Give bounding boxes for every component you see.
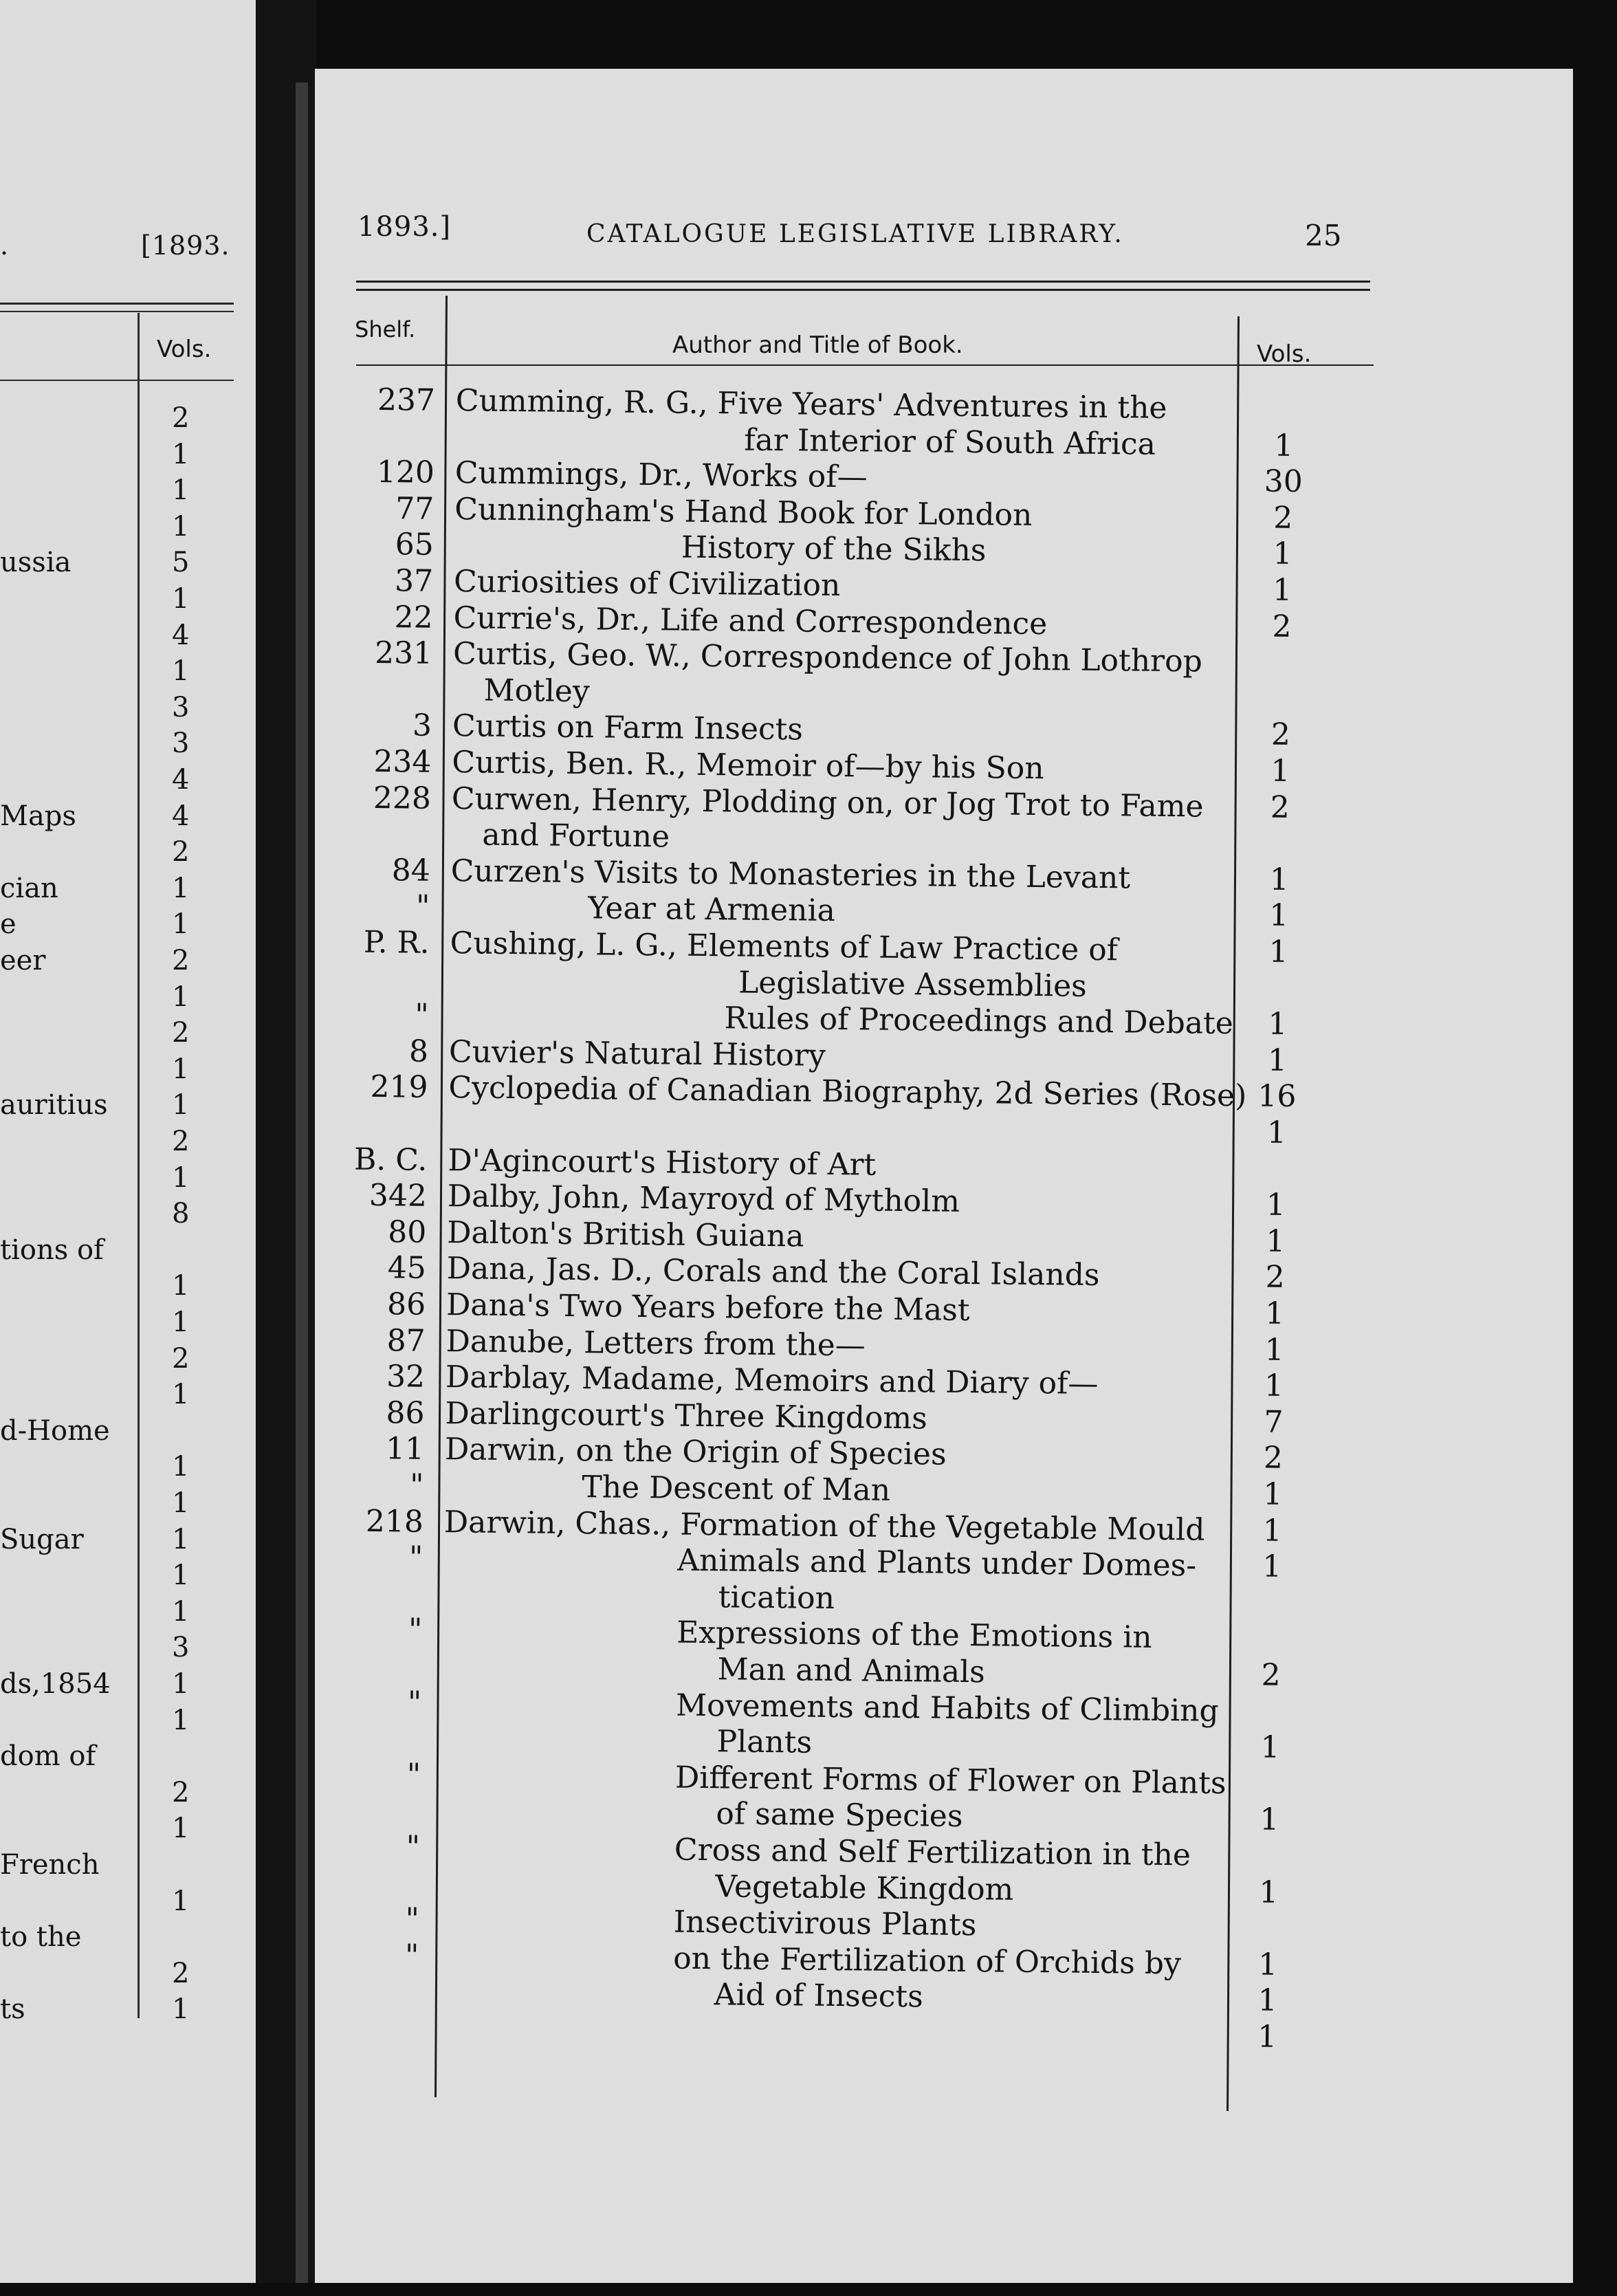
book-title: Cunningham's Hand Book for London <box>454 491 1033 533</box>
left-title-fragment: eer <box>0 945 46 976</box>
left-table-row <box>0 655 234 690</box>
volume-count: 1 <box>1274 428 1294 463</box>
book-title: Man and Animals <box>717 1652 986 1690</box>
left-volume-count: 2 <box>172 1342 190 1375</box>
book-title: Cross and Self Fertilization in the <box>674 1832 1191 1873</box>
book-title: Insectivirous Plants <box>673 1904 977 1943</box>
left-table-row <box>0 620 234 654</box>
volume-count: 2 <box>1272 609 1292 644</box>
left-page <box>0 0 256 2283</box>
volume-count: 1 <box>1273 536 1292 572</box>
shelf-number: 120 <box>376 455 435 491</box>
book-title: Legislative Assemblies <box>738 965 1088 1004</box>
left-rule <box>0 380 234 381</box>
volume-count: 1 <box>1264 1295 1285 1331</box>
book-title: Cyclopedia of Canadian Biography, 2d Series (Rose) <box>448 1070 1247 1114</box>
left-table-row <box>0 1017 234 1051</box>
volume-count: 1 <box>1257 1947 1278 1982</box>
volume-count: 1 <box>1257 2019 1277 2055</box>
book-title: Animals and Plants under Domes- <box>677 1542 1197 1584</box>
left-table-row <box>0 1126 234 1160</box>
book-title: Aid of Insects <box>714 1977 923 2015</box>
volume-count: 1 <box>1264 1332 1284 1368</box>
left-table-row <box>0 1813 234 1847</box>
book-title: Year at Armenia <box>587 890 836 929</box>
left-table-row <box>0 1379 234 1413</box>
book-title: D'Agincourt's History of Art <box>448 1142 877 1183</box>
left-table-row <box>0 1343 234 1377</box>
volume-count: 2 <box>1270 789 1290 825</box>
left-table-row <box>0 1849 234 1883</box>
book-title: Cummings, Dr., Works of— <box>454 455 868 495</box>
left-volume-count: 2 <box>172 1776 190 1808</box>
shelf-number: 3 <box>412 708 432 744</box>
left-volume-count: 1 <box>172 1053 190 1085</box>
left-table-row <box>0 511 234 545</box>
left-table-row <box>0 1632 234 1666</box>
volume-count: 1 <box>1267 1042 1288 1078</box>
book-title: Curtis on Farm Insects <box>452 708 804 747</box>
author-column-header: Author and Title of Book. <box>672 331 963 359</box>
left-volume-count: 2 <box>172 1017 190 1049</box>
volume-count: 2 <box>1263 1440 1284 1476</box>
left-volume-count: 1 <box>172 1595 190 1628</box>
shelf-number: 86 <box>386 1287 426 1322</box>
left-table-row <box>0 1885 234 1920</box>
volume-count: 1 <box>1270 753 1290 789</box>
catalogue-entries <box>292 69 1573 2296</box>
book-title: Cumming, R. G., Five Years' Adventures in the <box>455 383 1167 426</box>
left-volume-count: 1 <box>172 1813 190 1845</box>
left-volume-count: 3 <box>172 1632 190 1664</box>
left-table-row <box>0 692 234 726</box>
left-table-row <box>0 1668 234 1703</box>
volume-count: 2 <box>1273 500 1293 536</box>
shelf-column-header: Shelf. <box>355 316 416 342</box>
left-table-row <box>0 1053 234 1088</box>
left-title-fragment: d-Home <box>0 1414 110 1447</box>
left-title-fragment: ds,1854 <box>0 1668 111 1700</box>
volume-count <box>1260 391 1308 392</box>
book-title: Cushing, L. G., Elements of Law Practice of <box>450 926 1119 968</box>
left-title-fragment: Sugar <box>0 1523 84 1555</box>
left-table-row <box>0 1234 234 1269</box>
shelf-number: 237 <box>377 382 436 418</box>
left-table-row <box>0 474 234 509</box>
volume-count: 1 <box>1262 1549 1282 1585</box>
left-volume-count: 1 <box>172 1089 190 1122</box>
volume-count <box>1248 1585 1296 1586</box>
book-title: Curtis, Geo. W., Correspondence of John Lothrop <box>452 636 1203 679</box>
left-volume-count: 1 <box>172 1487 190 1519</box>
shelf-number: " <box>404 1938 419 1974</box>
book-title: Darwin, on the Origin of Species <box>444 1432 947 1473</box>
volume-count: 1 <box>1265 1223 1286 1259</box>
left-volume-count: 4 <box>172 619 190 651</box>
shelf-number: P. R. <box>363 924 430 961</box>
left-table-row <box>0 1740 234 1775</box>
left-table-row <box>0 1777 234 1811</box>
book-title: Plants <box>716 1724 813 1760</box>
left-volume-count: 2 <box>172 945 190 976</box>
left-volume-count: 1 <box>172 1668 190 1700</box>
left-table-row <box>0 1198 234 1232</box>
vols-column-header: Vols. <box>1257 340 1312 368</box>
left-header-fragment: . <box>0 230 9 261</box>
shelf-number: 77 <box>395 491 434 527</box>
shelf-number: 218 <box>365 1503 424 1540</box>
shelf-number: " <box>406 1757 421 1793</box>
volume-count: 1 <box>1260 1802 1279 1838</box>
left-volume-count: 1 <box>172 1993 190 2026</box>
left-vols-header: Vols. <box>157 336 212 363</box>
shelf-number: " <box>406 1829 421 1865</box>
shelf-number: 8 <box>408 1034 429 1069</box>
left-title-fragment: ts <box>0 1993 25 2026</box>
left-volume-count: 1 <box>172 981 190 1013</box>
left-title-fragment: Maps <box>0 800 76 832</box>
book-title: Curwen, Henry, Plodding on, or Jog Trot to Fame <box>451 780 1204 824</box>
book-title: Currie's, Dr., Life and Correspondence <box>453 600 1048 642</box>
book-title: The Descent of Man <box>582 1469 891 1508</box>
left-table-row <box>0 583 234 617</box>
left-volume-count: 1 <box>172 438 190 470</box>
left-table-row <box>0 873 234 907</box>
left-volume-count: 1 <box>172 1885 190 1917</box>
book-title: Movements and Habits of Climbing <box>675 1687 1219 1729</box>
left-table-row <box>0 1921 234 1956</box>
left-rule <box>0 303 234 305</box>
volume-count: 2 <box>1270 717 1291 753</box>
book-title: Different Forms of Flower on Plants <box>674 1760 1226 1801</box>
book-title: Danube, Letters from the— <box>446 1323 866 1364</box>
left-title-fragment: e <box>0 908 16 941</box>
left-table-row <box>0 981 234 1016</box>
shelf-number: 234 <box>373 743 432 780</box>
volume-count: 1 <box>1259 1874 1279 1910</box>
volume-count: 30 <box>1264 463 1304 500</box>
volume-count <box>1253 1151 1301 1152</box>
book-title: Curtis, Ben. R., Memoir of—by his Son <box>452 745 1044 787</box>
shelf-number: 45 <box>387 1250 427 1287</box>
shelf-number: 32 <box>386 1359 426 1395</box>
volume-count: 1 <box>1268 1006 1288 1042</box>
left-title-fragment: to the <box>0 1921 82 1954</box>
book-title: Dalton's British Guiana <box>447 1214 804 1254</box>
left-table-row <box>0 547 234 581</box>
book-title: Cuvier's Natural History <box>448 1034 826 1073</box>
volume-count: 1 <box>1264 1368 1284 1404</box>
volume-count: 1 <box>1262 1513 1283 1549</box>
shelf-number: 84 <box>391 853 431 888</box>
left-table-row <box>0 1705 234 1739</box>
volume-count: 1 <box>1257 1982 1277 2019</box>
volume-count: 16 <box>1257 1078 1297 1115</box>
volume-count <box>1257 645 1306 646</box>
volume-count <box>1245 1838 1293 1839</box>
left-volume-count: 1 <box>172 1306 190 1338</box>
book-title: and Fortune <box>482 817 670 855</box>
left-volume-count: 5 <box>172 547 190 579</box>
left-table-row <box>0 1958 234 1992</box>
page-title: CATALOGUE LEGISLATIVE LIBRARY. <box>586 220 1124 248</box>
left-table-row <box>0 764 234 798</box>
left-volume-count: 1 <box>172 1161 190 1194</box>
left-title-fragment: tions of <box>0 1234 104 1266</box>
volume-count <box>1244 1910 1292 1911</box>
book-title: Rules of Proceedings and Debate <box>724 1001 1234 1042</box>
left-table-row <box>0 836 234 871</box>
header-year: 1893.] <box>358 211 452 243</box>
shelf-number: " <box>405 1901 420 1937</box>
shelf-number: " <box>415 997 429 1033</box>
volume-count <box>1247 1621 1295 1622</box>
left-table-row <box>0 908 234 943</box>
book-title: Dalby, John, Mayroyd of Mytholm <box>447 1179 960 1220</box>
volume-count: 1 <box>1268 897 1289 934</box>
left-table-row <box>0 945 234 979</box>
left-volume-count: 3 <box>172 728 190 760</box>
volume-count: 1 <box>1266 1187 1286 1223</box>
left-volume-count: 8 <box>172 1198 190 1230</box>
shelf-number: 228 <box>373 780 432 816</box>
left-table-row <box>0 728 234 762</box>
left-volume-count: 1 <box>172 1704 190 1736</box>
left-volume-count: 1 <box>172 908 190 941</box>
left-title-fragment: ussia <box>0 547 72 579</box>
left-volume-count: 1 <box>172 1523 190 1555</box>
shelf-number: 22 <box>394 599 433 635</box>
volume-count <box>1246 1766 1294 1767</box>
left-volume-count: 1 <box>172 872 190 904</box>
volume-count: 1 <box>1269 862 1289 897</box>
left-table-row <box>0 1596 234 1630</box>
left-table-row <box>0 1162 234 1196</box>
left-table-row <box>0 800 234 835</box>
left-volume-count: 3 <box>172 691 190 723</box>
left-volume-count: 2 <box>172 836 190 868</box>
shelf-number: 65 <box>395 527 434 563</box>
left-title-fragment: auritius <box>0 1089 108 1122</box>
volume-count <box>1256 826 1304 827</box>
shelf-number: 37 <box>394 563 434 599</box>
shelf-number: " <box>408 1612 423 1648</box>
left-volume-count: 2 <box>172 402 190 434</box>
book-title: Curiosities of Civilization <box>453 564 841 604</box>
left-volume-count: 4 <box>172 800 190 832</box>
left-volume-count: 1 <box>172 510 190 543</box>
left-table-row <box>0 1451 234 1485</box>
shelf-number: " <box>415 888 430 925</box>
shelf-number: 87 <box>386 1322 426 1359</box>
book-title: Dana, Jas. D., Corals and the Coral Islands <box>446 1251 1100 1293</box>
left-volume-count: 1 <box>172 474 190 507</box>
left-table-row <box>0 1524 234 1558</box>
left-table-row <box>0 1993 234 2028</box>
left-volume-count: 1 <box>172 1560 190 1592</box>
shelf-number: B. C. <box>353 1141 428 1178</box>
book-title: Vegetable Kingdom <box>715 1868 1014 1907</box>
volume-count <box>1254 970 1302 971</box>
left-volume-count: 2 <box>172 1957 190 1989</box>
left-volume-count: 1 <box>172 655 190 688</box>
volume-count: 7 <box>1264 1404 1284 1440</box>
left-volume-count: 1 <box>172 1379 190 1411</box>
left-table-row <box>0 402 234 437</box>
left-title-fragment: dom of <box>0 1740 96 1773</box>
left-title-fragment: French <box>0 1849 100 1881</box>
left-volume-count: 1 <box>172 1270 190 1302</box>
shelf-number: 80 <box>388 1214 427 1250</box>
book-title: Darblay, Madame, Memoirs and Diary of— <box>445 1359 1099 1402</box>
left-table-row <box>0 1415 234 1450</box>
volume-count: 2 <box>1265 1259 1285 1295</box>
left-table-row <box>0 439 234 473</box>
volume-count: 1 <box>1263 1476 1283 1512</box>
volume-count: 1 <box>1268 934 1288 970</box>
left-title-fragment: cian <box>0 872 58 904</box>
shelf-number: 231 <box>374 635 433 672</box>
volume-count: 2 <box>1261 1657 1281 1693</box>
catalogue-page <box>315 69 1573 2283</box>
volume-count: 1 <box>1260 1729 1280 1766</box>
left-table-row <box>0 1089 234 1124</box>
shelf-number: " <box>407 1685 422 1720</box>
book-title: Expressions of the Emotions in <box>676 1615 1152 1656</box>
left-header-year: [1893. <box>141 230 230 261</box>
shelf-number: 342 <box>368 1178 428 1214</box>
shelf-number: " <box>408 1540 424 1575</box>
left-volume-count: 1 <box>172 1451 190 1483</box>
book-title: History of the Sikhs <box>681 530 987 569</box>
volume-count: 1 <box>1272 572 1292 608</box>
left-table-row <box>0 1487 234 1522</box>
left-table-row <box>0 1560 234 1594</box>
left-table-row <box>0 1270 234 1304</box>
book-title: Darlingcourt's Three Kingdoms <box>445 1395 927 1436</box>
book-title: Motley <box>483 673 591 710</box>
left-rule <box>0 311 234 312</box>
shelf-number: 86 <box>386 1395 425 1431</box>
book-title: on the Fertilization of Orchids by <box>672 1940 1182 1982</box>
book-title: tication <box>718 1579 835 1616</box>
book-title: Dana's Two Years before the Mast <box>446 1287 970 1329</box>
book-title: Darwin, Chas., Formation of the Vegetable Mould <box>443 1504 1205 1548</box>
left-table-row <box>0 1306 234 1341</box>
left-volume-count: 1 <box>172 583 190 615</box>
left-volume-count: 4 <box>172 764 190 796</box>
book-title: far Interior of South Africa <box>744 422 1156 462</box>
shelf-number: 219 <box>370 1069 428 1106</box>
book-title: Curzen's Visits to Monasteries in the Levant <box>450 853 1131 896</box>
shelf-number: 11 <box>385 1431 425 1467</box>
left-volume-count: 2 <box>172 1126 190 1157</box>
volume-count: 1 <box>1266 1115 1287 1150</box>
shelf-number: " <box>409 1467 424 1503</box>
book-title: of same Species <box>716 1796 963 1835</box>
page-number: 25 <box>1305 219 1342 252</box>
